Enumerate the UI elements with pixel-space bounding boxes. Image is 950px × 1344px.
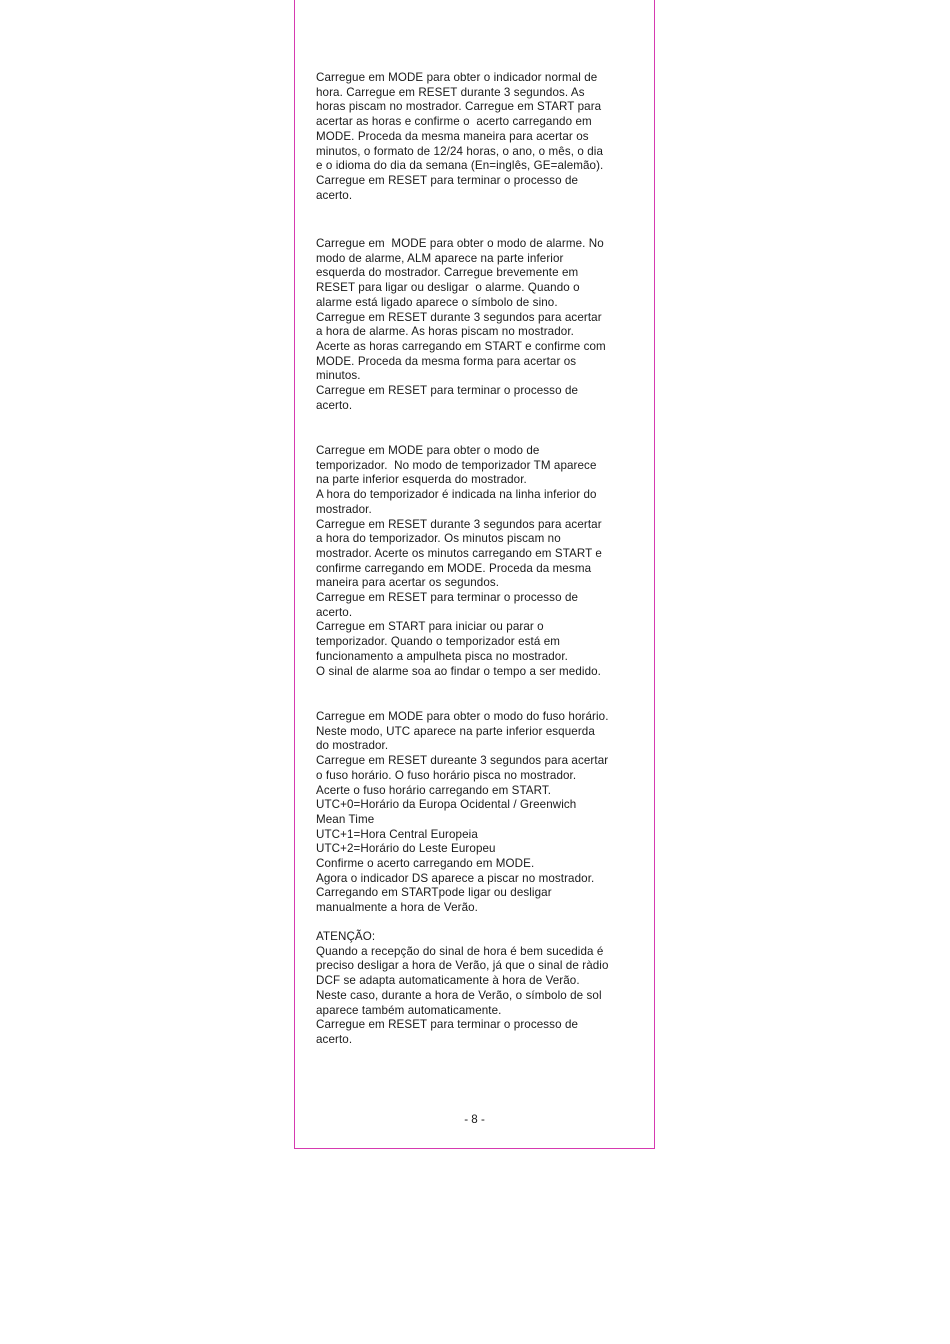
page-number: - 8 - <box>464 1113 485 1126</box>
section-time-setting <box>316 71 641 203</box>
text-line: Quando a recepção do sinal de hora é bem sucedida é <box>316 944 604 958</box>
text-line: mostrador. <box>316 502 372 516</box>
text-line: Carregue em MODE para obter o modo do fuso horário. <box>316 710 609 723</box>
text-line: esquerda do mostrador. Carregue brevemente em <box>316 266 579 280</box>
text-line: minutos. <box>316 369 361 383</box>
text-line: UTC+1=Hora Central Europeia <box>316 827 478 841</box>
text-line: e o idioma do dia da semana (En=inglês, GE=alemão). <box>316 159 604 173</box>
text-line: Carregue em RESET para terminar o processo de <box>316 384 579 398</box>
text-line: preciso desligar a hora de Verão, já que o sinal de ràdio <box>316 959 609 973</box>
text-line: Carregue em MODE para obter o modo de <box>316 444 540 457</box>
text-line: acerto. <box>316 398 353 412</box>
attention-heading: ATENÇÃO: <box>316 930 376 943</box>
text-line: do mostrador. <box>316 739 389 753</box>
text-line: hora. Carregue em RESET durante 3 segundos. As <box>316 85 585 99</box>
text-line: mostrador. Acerte os minutos carregando em START e <box>316 546 602 560</box>
text-line: UTC+0=Horário da Europa Ocidental / Greenwich <box>316 798 577 812</box>
text-line: Carregue em RESET durante 3 segundos para acertar <box>316 517 602 531</box>
text-line: MODE. Proceda da mesma maneira para acertar os <box>316 129 589 143</box>
text-line: O sinal de alarme soa ao findar o tempo a ser medido. <box>316 664 601 678</box>
text-line: o fuso horário. O fuso horário pisca no mostrador. <box>316 768 577 782</box>
text-line: na parte inferior esquerda do mostrador. <box>316 473 527 487</box>
text-line: Carregue em RESET para terminar o processo de <box>316 591 579 605</box>
section-attention <box>316 930 641 1048</box>
text-line: alarme está ligado aparece o símbolo de sino. <box>316 295 558 309</box>
text-line: MODE. Proceda da mesma forma para acertar os <box>316 354 577 368</box>
text-line: a hora de alarme. As horas piscam no mostrador. <box>316 325 574 339</box>
text-line: Carregue em RESET para terminar o processo de <box>316 173 579 187</box>
text-line: acerto. <box>316 605 353 619</box>
text-line: Carregando em STARTpode ligar ou desligar <box>316 886 552 900</box>
text-line: A hora do temporizador é indicada na linha inferior do <box>316 488 597 502</box>
text-line: UTC+2=Horário do Leste Europeu <box>316 842 496 856</box>
text-line: Neste modo, UTC aparece na parte inferior esquerda <box>316 724 595 738</box>
section-time-zone <box>316 710 641 916</box>
text-line: Neste caso, durante a hora de Verão, o símbolo de sol <box>316 988 602 1002</box>
section-alarm <box>316 237 641 413</box>
text-line: modo de alarme, ALM aparece na parte inferior <box>316 251 564 265</box>
text-line: aparece também automaticamente. <box>316 1003 502 1017</box>
text-line: Mean Time <box>316 812 375 826</box>
text-line: Acerte o fuso horário carregando em START. <box>316 783 552 797</box>
text-line: Carregue em MODE para obter o modo de alarme. No <box>316 237 604 250</box>
text-line: funcionamento a ampulheta pisca no mostrador. <box>316 649 568 663</box>
text-line: acertar as horas e confirme o acerto carregando em <box>316 115 592 129</box>
text-line: manualmente a hora de Verão. <box>316 901 478 915</box>
text-line: Acerte as horas carregando em START e confirme com <box>316 339 606 353</box>
text-line: maneira para acertar os segundos. <box>316 576 500 590</box>
text-line: Carregue em RESET dureante 3 segundos para acertar <box>316 754 609 768</box>
text-line: a hora do temporizador. Os minutos piscam no <box>316 532 561 546</box>
text-line: horas piscam no mostrador. Carregue em START para <box>316 100 602 114</box>
text-line: DCF se adapta automaticamente à hora de Verão. <box>316 974 580 988</box>
text-line: acerto. <box>316 188 353 202</box>
text-line: Carregue em START para iniciar ou parar o <box>316 620 544 634</box>
text-line: Agora o indicador DS aparece a piscar no mostrador. <box>316 871 595 885</box>
section-timer <box>316 444 641 679</box>
text-line: minutos, o formato de 12/24 horas, o ano, o mês, o dia <box>316 144 604 158</box>
text-line: confirme carregando em MODE. Proceda da mesma <box>316 561 592 575</box>
text-line: temporizador. Quando o temporizador está em <box>316 635 561 649</box>
text-line: Confirme o acerto carregando em MODE. <box>316 857 535 871</box>
text-line: RESET para ligar ou desligar o alarme. Quando o <box>316 281 580 295</box>
text-line: acerto. <box>316 1032 353 1046</box>
text-line: Carregue em RESET durante 3 segundos para acertar <box>316 310 602 324</box>
text-line: Carregue em MODE para obter o indicador normal de <box>316 71 598 84</box>
text-line: temporizador. No modo de temporizador TM aparece <box>316 458 597 472</box>
text-line: Carregue em RESET para terminar o processo de <box>316 1018 579 1032</box>
